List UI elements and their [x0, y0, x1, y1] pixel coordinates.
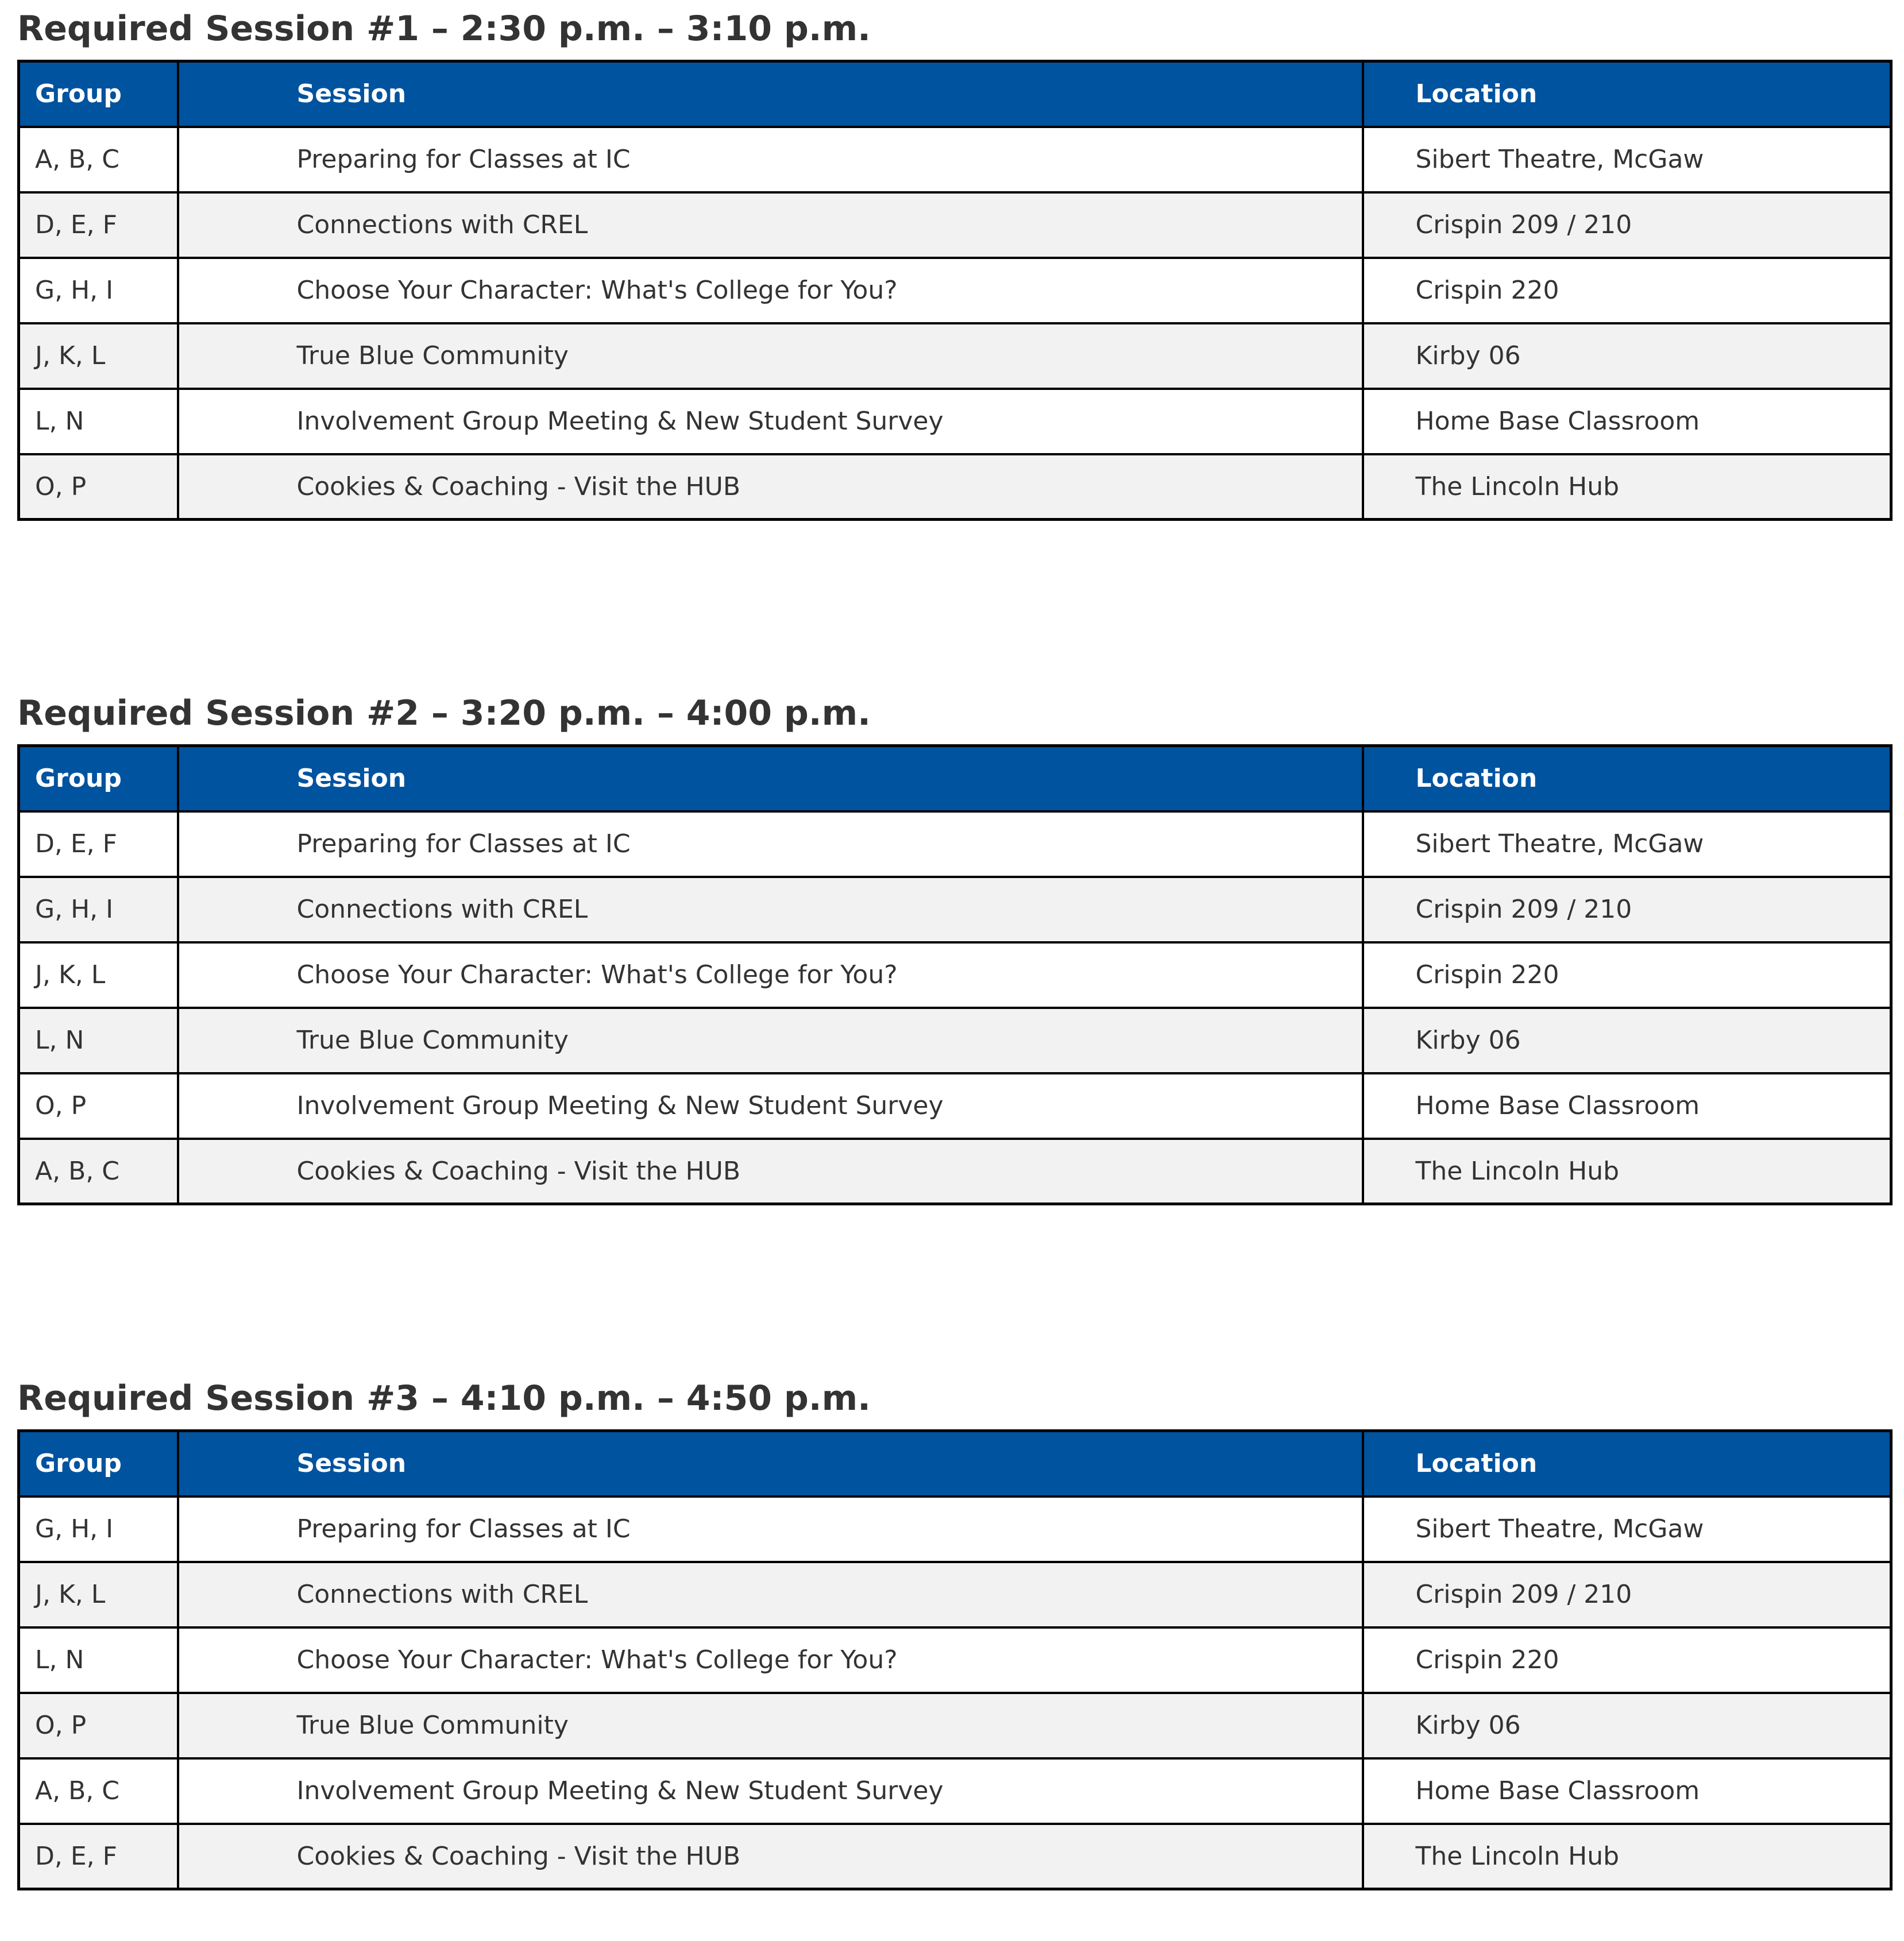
column-header-session: Session [178, 61, 1363, 127]
group-cell: O, P [19, 1693, 178, 1758]
group-cell: O, P [19, 1073, 178, 1139]
session-cell: True Blue Community [178, 1008, 1363, 1073]
session-table [17, 744, 1893, 1205]
group-cell: A, B, C [19, 1139, 178, 1204]
table-row [19, 192, 1891, 258]
table-header-row [19, 746, 1891, 811]
session-cell: Preparing for Classes at IC [178, 1497, 1363, 1562]
table-row [19, 1073, 1891, 1139]
column-header-location: Location [1363, 1431, 1891, 1497]
session-heading: Required Session #3 – 4:10 p.m. – 4:50 p.m. [17, 1378, 871, 1418]
location-cell: Kirby 06 [1363, 323, 1891, 389]
table-row [19, 1824, 1891, 1889]
group-cell: J, K, L [19, 323, 178, 389]
session-cell: Cookies & Coaching - Visit the HUB [178, 1139, 1363, 1204]
group-cell: D, E, F [19, 811, 178, 877]
table-row [19, 1627, 1891, 1693]
group-cell: A, B, C [19, 127, 178, 192]
table-row [19, 1497, 1891, 1562]
location-cell: The Lincoln Hub [1363, 1139, 1891, 1204]
table-row [19, 1008, 1891, 1073]
location-cell: Home Base Classroom [1363, 389, 1891, 454]
column-header-group: Group [19, 746, 178, 811]
session-cell: Involvement Group Meeting & New Student Survey [178, 389, 1363, 454]
table-header-row [19, 1431, 1891, 1497]
column-header-location: Location [1363, 61, 1891, 127]
table-row [19, 1139, 1891, 1204]
location-cell: Crispin 209 / 210 [1363, 1562, 1891, 1627]
group-cell: G, H, I [19, 258, 178, 323]
group-cell: O, P [19, 454, 178, 520]
session-cell: Connections with CREL [178, 192, 1363, 258]
session-heading: Required Session #2 – 3:20 p.m. – 4:00 p.m. [17, 693, 871, 733]
column-header-session: Session [178, 1431, 1363, 1497]
session-cell: True Blue Community [178, 323, 1363, 389]
session-cell: Cookies & Coaching - Visit the HUB [178, 1824, 1363, 1889]
table-row [19, 811, 1891, 877]
location-cell: Sibert Theatre, McGaw [1363, 811, 1891, 877]
location-cell: Sibert Theatre, McGaw [1363, 127, 1891, 192]
table-row [19, 877, 1891, 942]
session-cell: Choose Your Character: What's College for You? [178, 942, 1363, 1008]
table-row [19, 454, 1891, 520]
location-cell: Crispin 209 / 210 [1363, 192, 1891, 258]
session-cell: Preparing for Classes at IC [178, 811, 1363, 877]
table-row [19, 258, 1891, 323]
session-cell: Connections with CREL [178, 1562, 1363, 1627]
location-cell: Crispin 220 [1363, 258, 1891, 323]
location-cell: Sibert Theatre, McGaw [1363, 1497, 1891, 1562]
column-header-group: Group [19, 61, 178, 127]
group-cell: G, H, I [19, 877, 178, 942]
column-header-session: Session [178, 746, 1363, 811]
column-header-group: Group [19, 1431, 178, 1497]
location-cell: The Lincoln Hub [1363, 1824, 1891, 1889]
location-cell: Kirby 06 [1363, 1008, 1891, 1073]
session-block-3 [17, 1375, 1890, 1890]
session-cell: Cookies & Coaching - Visit the HUB [178, 454, 1363, 520]
session-cell: Choose Your Character: What's College for You? [178, 1627, 1363, 1693]
location-cell: Crispin 220 [1363, 942, 1891, 1008]
location-cell: Crispin 220 [1363, 1627, 1891, 1693]
location-cell: Home Base Classroom [1363, 1073, 1891, 1139]
session-table [17, 60, 1893, 521]
group-cell: L, N [19, 1008, 178, 1073]
session-cell: Connections with CREL [178, 877, 1363, 942]
table-row [19, 389, 1891, 454]
location-cell: Home Base Classroom [1363, 1758, 1891, 1824]
group-cell: G, H, I [19, 1497, 178, 1562]
table-row [19, 127, 1891, 192]
table-row [19, 942, 1891, 1008]
table-row [19, 1758, 1891, 1824]
group-cell: J, K, L [19, 1562, 178, 1627]
group-cell: L, N [19, 1627, 178, 1693]
session-heading: Required Session #1 – 2:30 p.m. – 3:10 p.m. [17, 9, 871, 49]
session-cell: True Blue Community [178, 1693, 1363, 1758]
session-cell: Involvement Group Meeting & New Student Survey [178, 1073, 1363, 1139]
session-block-1 [17, 6, 1890, 521]
table-header-row [19, 61, 1891, 127]
location-cell: The Lincoln Hub [1363, 454, 1891, 520]
session-cell: Preparing for Classes at IC [178, 127, 1363, 192]
table-row [19, 323, 1891, 389]
group-cell: D, E, F [19, 1824, 178, 1889]
group-cell: D, E, F [19, 192, 178, 258]
group-cell: J, K, L [19, 942, 178, 1008]
session-cell: Choose Your Character: What's College for You? [178, 258, 1363, 323]
table-row [19, 1693, 1891, 1758]
location-cell: Crispin 209 / 210 [1363, 877, 1891, 942]
session-block-2 [17, 690, 1890, 1205]
group-cell: A, B, C [19, 1758, 178, 1824]
location-cell: Kirby 06 [1363, 1693, 1891, 1758]
session-cell: Involvement Group Meeting & New Student Survey [178, 1758, 1363, 1824]
session-table [17, 1429, 1893, 1890]
group-cell: L, N [19, 389, 178, 454]
table-row [19, 1562, 1891, 1627]
column-header-location: Location [1363, 746, 1891, 811]
